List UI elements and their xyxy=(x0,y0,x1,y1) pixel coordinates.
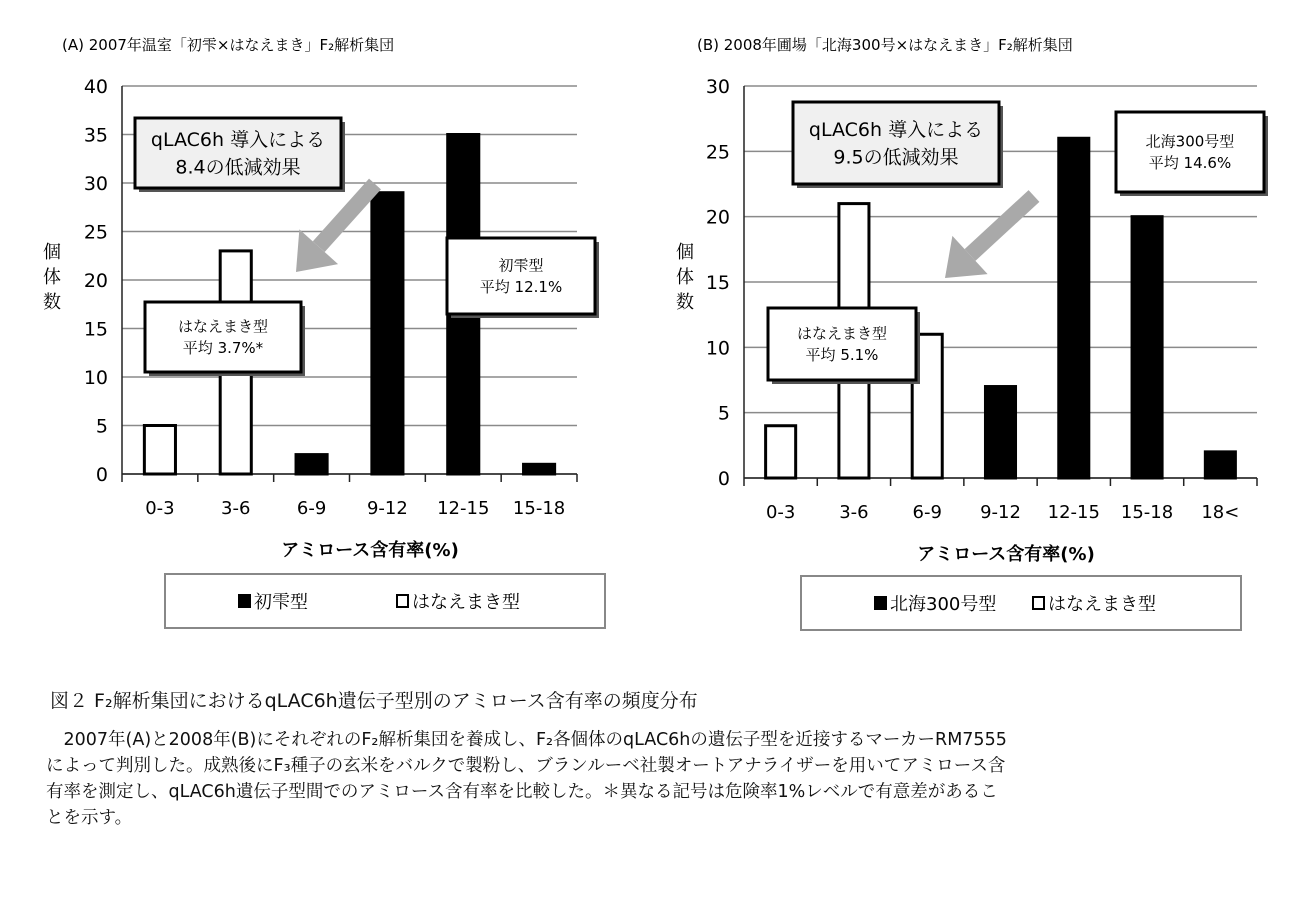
y-axis-label: 体 xyxy=(43,267,61,288)
x-tick-label: 0-3 xyxy=(145,498,175,519)
legend-frame xyxy=(801,576,1241,630)
x-tick-label: 9-12 xyxy=(980,502,1021,523)
caption-line: とを示す。 xyxy=(46,808,133,828)
legend-swatch xyxy=(875,597,886,609)
x-axis-label: アミロース含有率(%) xyxy=(281,540,459,561)
y-axis-label: 数 xyxy=(676,292,694,313)
effect-callout-text: 8.4の低減効果 xyxy=(175,156,301,179)
white-type-callout-frame xyxy=(768,308,916,380)
bar xyxy=(1132,217,1162,478)
caption-line: によって判別した。成熟後にF₃種子の玄米をバルクで製粉し、ブランルーベ社製オートアナライザーを用いてアミロース含 xyxy=(46,756,1006,776)
white-type-callout-frame xyxy=(145,302,301,372)
arrow-shaft xyxy=(319,184,375,247)
figure-caption xyxy=(46,686,1266,831)
bar xyxy=(296,455,327,474)
legend-label: はなえまき型 xyxy=(1048,594,1156,615)
x-tick-label: 12-15 xyxy=(1047,502,1100,523)
chart-title: (B) 2008年圃場「北海300号×はなえまき」F₂解析集団 xyxy=(697,36,1073,54)
black-type-callout-text: 平均 12.1% xyxy=(479,278,563,297)
y-tick-label: 20 xyxy=(83,270,108,292)
y-tick-label: 30 xyxy=(83,173,108,195)
legend-swatch xyxy=(239,595,250,607)
black-type-callout-text: 平均 14.6% xyxy=(1148,154,1232,173)
y-tick-label: 5 xyxy=(95,415,108,438)
black-type-callout-frame xyxy=(1116,112,1264,192)
legend-frame xyxy=(165,574,605,628)
x-tick-label: 9-12 xyxy=(366,498,408,519)
caption-title: 図２ F₂解析集団におけるqLAC6h遺伝子型別のアミロース含有率の頻度分布 xyxy=(50,690,698,712)
effect-callout-frame xyxy=(793,102,999,184)
y-tick-label: 0 xyxy=(95,464,108,486)
arrow-shaft xyxy=(970,196,1034,255)
y-tick-label: 0 xyxy=(717,468,730,490)
y-tick-label: 40 xyxy=(83,76,108,98)
caption-body xyxy=(46,727,1266,831)
chart-a xyxy=(0,0,651,660)
y-tick-label: 25 xyxy=(83,221,108,244)
y-tick-label: 10 xyxy=(83,367,108,389)
legend-label: 北海300号型 xyxy=(890,594,997,615)
x-tick-label: 6-9 xyxy=(296,498,327,519)
y-axis-label: 数 xyxy=(43,292,61,313)
x-tick-label: 6-9 xyxy=(912,502,942,523)
chart-b xyxy=(651,0,1302,660)
bar xyxy=(766,426,796,478)
black-type-callout-text: 初雫型 xyxy=(498,256,544,275)
bar xyxy=(1059,138,1089,478)
x-tick-label: 0-3 xyxy=(765,502,796,523)
caption-line: 有率を測定し、qLAC6h遺伝子型間でのアミロース含有率を比較した。＊異なる記号は危険率1%レベルで有意差があるこ xyxy=(46,782,998,802)
y-tick-label: 15 xyxy=(83,318,108,341)
bar xyxy=(985,387,1015,478)
white-type-callout-text: はなえまき型 xyxy=(796,324,888,343)
bar xyxy=(372,193,403,474)
bar xyxy=(144,426,175,475)
y-axis-label: 個 xyxy=(43,242,61,263)
white-type-callout-text: はなえまき型 xyxy=(177,317,269,336)
x-tick-label: 12-15 xyxy=(437,498,490,519)
chart-title: (A) 2007年温室「初雫×はなえまき」F₂解析集団 xyxy=(62,36,395,54)
y-tick-label: 35 xyxy=(83,124,108,147)
x-axis-label: アミロース含有率(%) xyxy=(917,544,1095,565)
x-tick-label: 18< xyxy=(1201,502,1240,523)
bar xyxy=(524,464,555,474)
white-type-callout-text: 平均 3.7%* xyxy=(182,339,264,358)
effect-callout-text: 9.5の低減効果 xyxy=(833,146,959,169)
white-type-callout-text: 平均 5.1% xyxy=(805,346,879,365)
black-type-callout-text: 北海300号型 xyxy=(1145,132,1235,151)
y-tick-label: 5 xyxy=(717,402,730,425)
effect-callout-text: qLAC6h 導入による xyxy=(808,118,984,141)
x-tick-label: 15-18 xyxy=(1120,502,1174,523)
y-tick-label: 20 xyxy=(705,206,730,229)
y-axis-label: 体 xyxy=(676,267,694,288)
y-tick-label: 15 xyxy=(705,272,730,294)
effect-callout-text: qLAC6h 導入による xyxy=(150,128,326,151)
y-tick-label: 10 xyxy=(705,337,730,360)
black-type-callout-frame xyxy=(447,238,595,314)
x-tick-label: 15-18 xyxy=(512,498,566,519)
y-tick-label: 30 xyxy=(705,76,730,98)
legend-swatch xyxy=(397,595,408,607)
legend-label: はなえまき型 xyxy=(412,592,520,613)
y-axis-label: 個 xyxy=(676,242,694,263)
bar xyxy=(1205,452,1235,478)
x-tick-label: 3-6 xyxy=(839,502,869,523)
x-tick-label: 3-6 xyxy=(221,498,251,519)
legend-label: 初雫型 xyxy=(254,592,308,613)
caption-line: 2007年(A)と2008年(B)にそれぞれのF₂解析集団を養成し、F₂各個体のqLAC6hの遺伝子型を近接するマーカーRM7555 xyxy=(46,730,1007,750)
y-tick-label: 25 xyxy=(705,141,730,164)
legend-swatch xyxy=(1033,597,1044,609)
